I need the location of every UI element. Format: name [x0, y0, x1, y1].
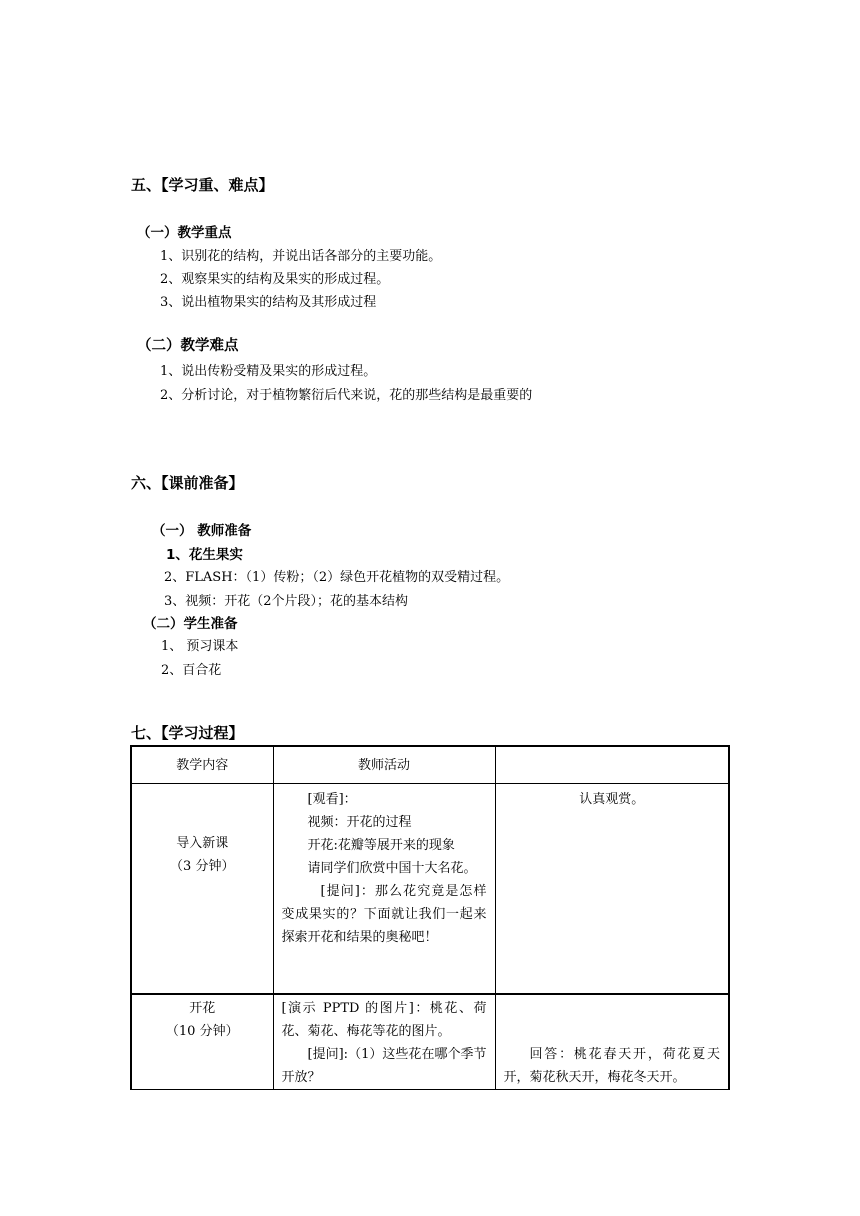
table-row: [131, 784, 729, 994]
teacher-activity-cell: [273, 784, 495, 994]
content-cell: [131, 994, 273, 1090]
key-point-item: 1、识别花的结构，并说出话各部分的主要功能。: [160, 249, 442, 264]
content-duration: （10 分钟）: [165, 1023, 239, 1039]
section-6-title: 六、【课前准备】: [131, 474, 244, 492]
section-7-title: 七、【学习过程】: [131, 724, 244, 742]
table-header-row: [131, 746, 729, 784]
teacher-line: 请同学们欣赏中国十大名花。: [307, 861, 477, 876]
content-duration: （3 分钟）: [170, 859, 235, 874]
key-points-title: （一）教学重点: [137, 225, 232, 241]
key-point-item: 3、说出植物果实的结构及其形成过程: [160, 295, 377, 310]
content-title: 导入新课: [176, 836, 229, 851]
header-content: 教学内容: [131, 746, 273, 784]
header-teacher-activity: 教师活动: [273, 746, 495, 784]
student-line: 认真观赏。: [579, 792, 645, 807]
key-point-item: 2、观察果实的结构及果实的形成过程。: [160, 272, 390, 287]
teacher-line: [提问]：那么花究竟是怎样变成果实的？下面就让我们一起来探索开花和结果的奥秘吧！: [281, 884, 487, 945]
teacher-activity-cell: [273, 994, 495, 1090]
teacher-prep-item: 2、FLASH：（1）传粉；（2）绿色开花植物的双受精过程。: [164, 570, 510, 585]
teacher-prep-item: 3、视频：开花（2个片段）；花的基本结构: [164, 594, 409, 609]
content-cell: [131, 784, 273, 994]
difficult-points-title: （二）教学难点: [137, 338, 239, 354]
teacher-line: [观看]：: [307, 792, 357, 807]
difficult-point-item: 1、说出传粉受精及果实的形成过程。: [160, 364, 377, 379]
student-activity-cell: [495, 784, 729, 994]
teacher-line: [演示 PPTD 的图片]：桃花、荷花、菊花、梅花等花的图片。: [281, 1000, 487, 1039]
student-activity-cell: [495, 994, 729, 1090]
student-prep-title: （二）学生准备: [143, 616, 238, 632]
student-line: 回答：桃花春天开，荷花夏天开，菊花秋天开，梅花冬天开。: [503, 1046, 720, 1085]
student-prep-item: 1、 预习课本: [161, 639, 239, 654]
teacher-line: [提问]:（1）这些花在哪个季节开放？: [281, 1046, 487, 1085]
teacher-line: 开花:花瓣等展开来的现象: [307, 838, 455, 853]
student-prep-item: 2、百合花: [161, 663, 222, 678]
table-row: [131, 994, 729, 1090]
header-student-activity: [495, 746, 729, 784]
teacher-prep-item: 1、花生果实: [166, 547, 243, 563]
section-5-title: 五、【学习重、难点】: [131, 176, 274, 194]
teacher-prep-title: （一） 教师准备: [152, 523, 252, 539]
teacher-line: 视频：开花的过程: [307, 815, 412, 830]
content-title: 开花: [189, 1000, 216, 1016]
difficult-point-item: 2、分析讨论，对于植物繁衍后代来说，花的那些结构是最重要的: [160, 388, 533, 403]
learning-process-table: [130, 745, 730, 1090]
